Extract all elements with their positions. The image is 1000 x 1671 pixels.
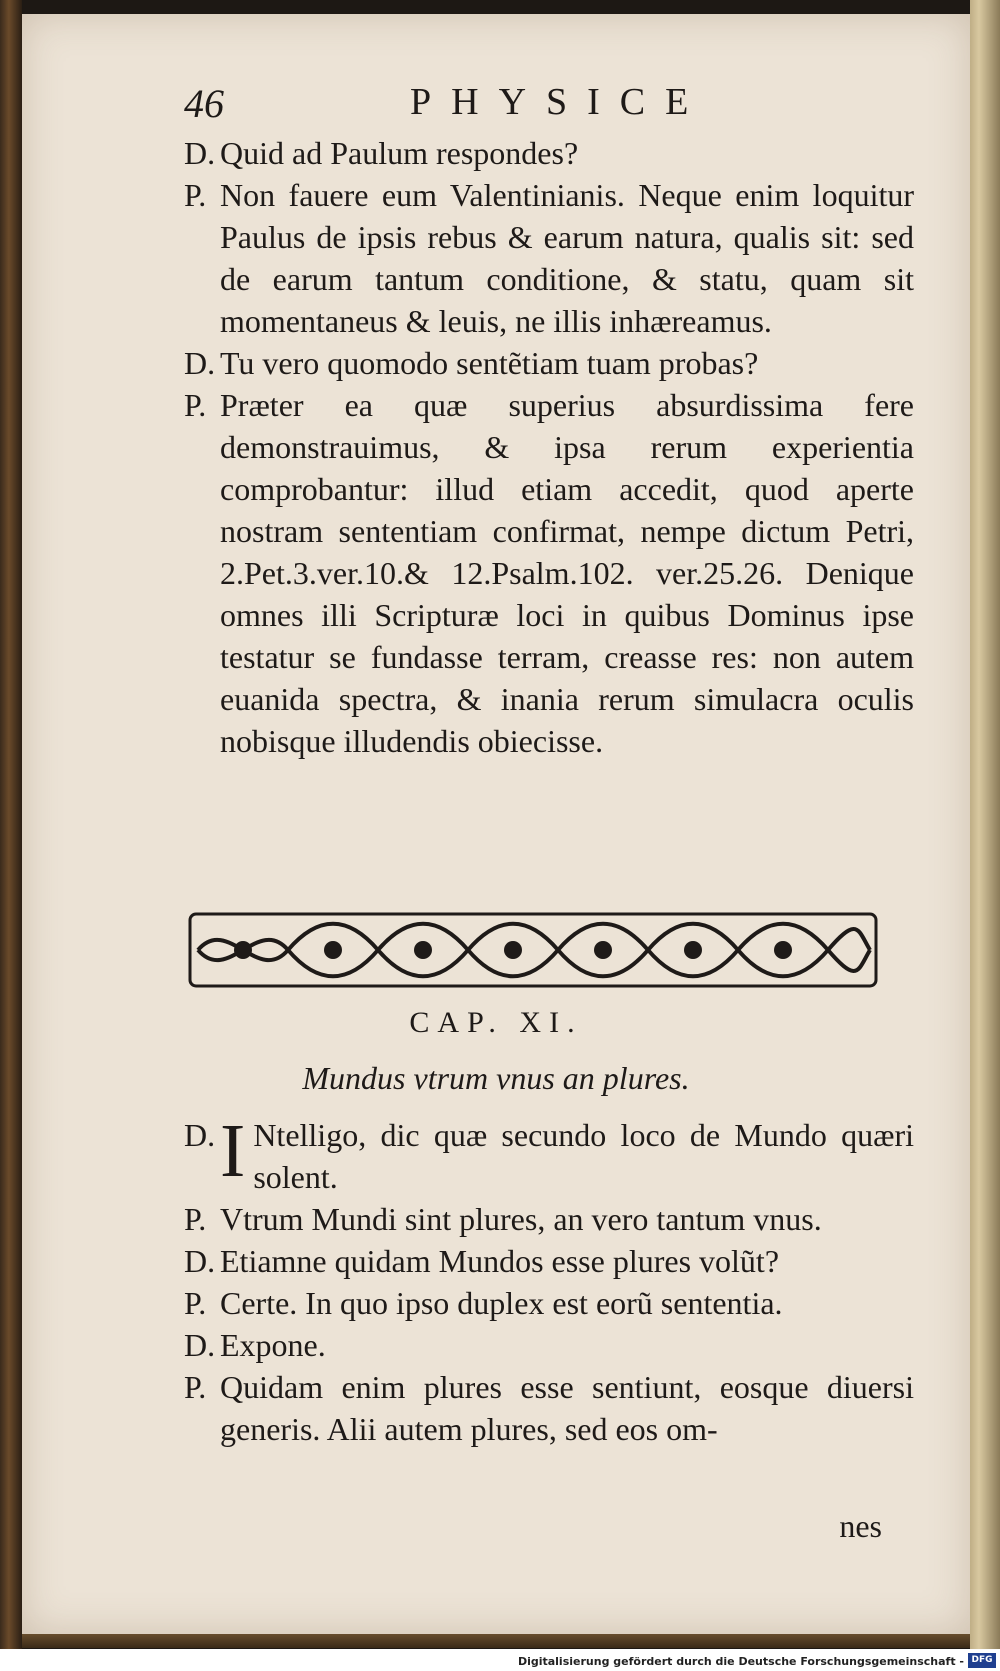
dialogue-entry	[184, 1198, 914, 1240]
dialogue-block-top	[184, 132, 914, 762]
dialogue-entry	[184, 342, 914, 384]
speaker-label: P.	[184, 1285, 207, 1321]
book-bottom-edge	[22, 1632, 970, 1648]
running-head	[22, 72, 970, 132]
chapter-title: CAP. XI.	[409, 1006, 583, 1039]
dialogue-text: Expone.	[220, 1327, 326, 1363]
dialogue-text: Quid ad Paulum respondes?	[220, 135, 579, 171]
running-title: PHYSICE	[410, 81, 709, 123]
book-right-edge	[970, 0, 1000, 1671]
dialogue-entry	[184, 1240, 914, 1282]
dialogue-entry	[184, 132, 914, 174]
speaker-label: P.	[184, 1369, 207, 1405]
dfg-logo: DFG	[968, 1653, 996, 1668]
dialogue-entry	[184, 384, 914, 762]
chapter-subtitle: Mundus vtrum vnus an plures.	[302, 1060, 690, 1096]
dialogue-block-bottom	[184, 1109, 914, 1450]
drop-capital: I	[220, 1109, 246, 1193]
dialogue-entry	[184, 1109, 914, 1198]
dialogue-text	[220, 1109, 914, 1198]
speaker-label: D.	[184, 1327, 216, 1363]
speaker-label: P.	[184, 177, 207, 213]
speaker-label: D.	[184, 1117, 216, 1153]
dialogue-entry	[184, 174, 914, 342]
ornamental-band	[188, 910, 878, 990]
speaker-label: D.	[184, 1243, 216, 1279]
speaker-label: P.	[184, 387, 207, 423]
speaker-label: D.	[184, 135, 216, 171]
page-number: 46	[184, 81, 224, 126]
dialogue-text: Etiamne quidam Mundos esse plures volũt?	[220, 1243, 780, 1279]
dialogue-entry	[184, 1366, 914, 1450]
speaker-label: D.	[184, 345, 216, 381]
dialogue-text: Tu vero quomodo sentẽtiam tuam probas?	[220, 345, 759, 381]
dialogue-text-body: Ntelligo, dic quæ secundo loco de Mundo quæri solent.	[253, 1117, 914, 1195]
dialogue-text: Vtrum Mundi sint plures, an vero tantum vnus.	[220, 1201, 822, 1237]
dialogue-entry	[184, 1324, 914, 1366]
digitization-footer	[0, 1649, 1000, 1671]
dialogue-text: Præter ea quæ superius absurdissima fere demonstrauimus, & ipsa rerum experientia comprobantur: illud etiam accedit, quod aperte nostram sententiam confirmat, nempe dictum Petri, 2.Pet.3.ver.10.& 12.Psalm.102. ver.25.26. Denique omnes illi Scripturæ loci in quibus Dominus ipse testatur se fundasse terram, creasse res: non autem euanida spectra, & inania rerum simulacra oculis nobisque illudendis obiecisse.	[220, 387, 914, 759]
book-left-edge	[0, 0, 22, 1671]
dialogue-entry	[184, 1282, 914, 1324]
catchword: nes	[839, 1508, 882, 1544]
book-page	[22, 14, 970, 1634]
speaker-label: P.	[184, 1201, 207, 1237]
dialogue-text: Non fauere eum Valentinianis. Neque enim loquitur Paulus de ipsis rebus & earum natura, qualis sit: sed de earum tantum conditione, & statu, quam sit momentaneus & leuis, ne illis inhæreamus.	[220, 177, 914, 339]
footer-credit: Digitalisierung gefördert durch die Deutsche Forschungsgemeinschaft -	[517, 1655, 964, 1668]
dialogue-text: Certe. In quo ipso duplex est eorũ sententia.	[220, 1285, 783, 1321]
dialogue-text: Quidam enim plures esse sentiunt, eosque diuersi generis. Alii autem plures, sed eos om-	[220, 1369, 914, 1447]
